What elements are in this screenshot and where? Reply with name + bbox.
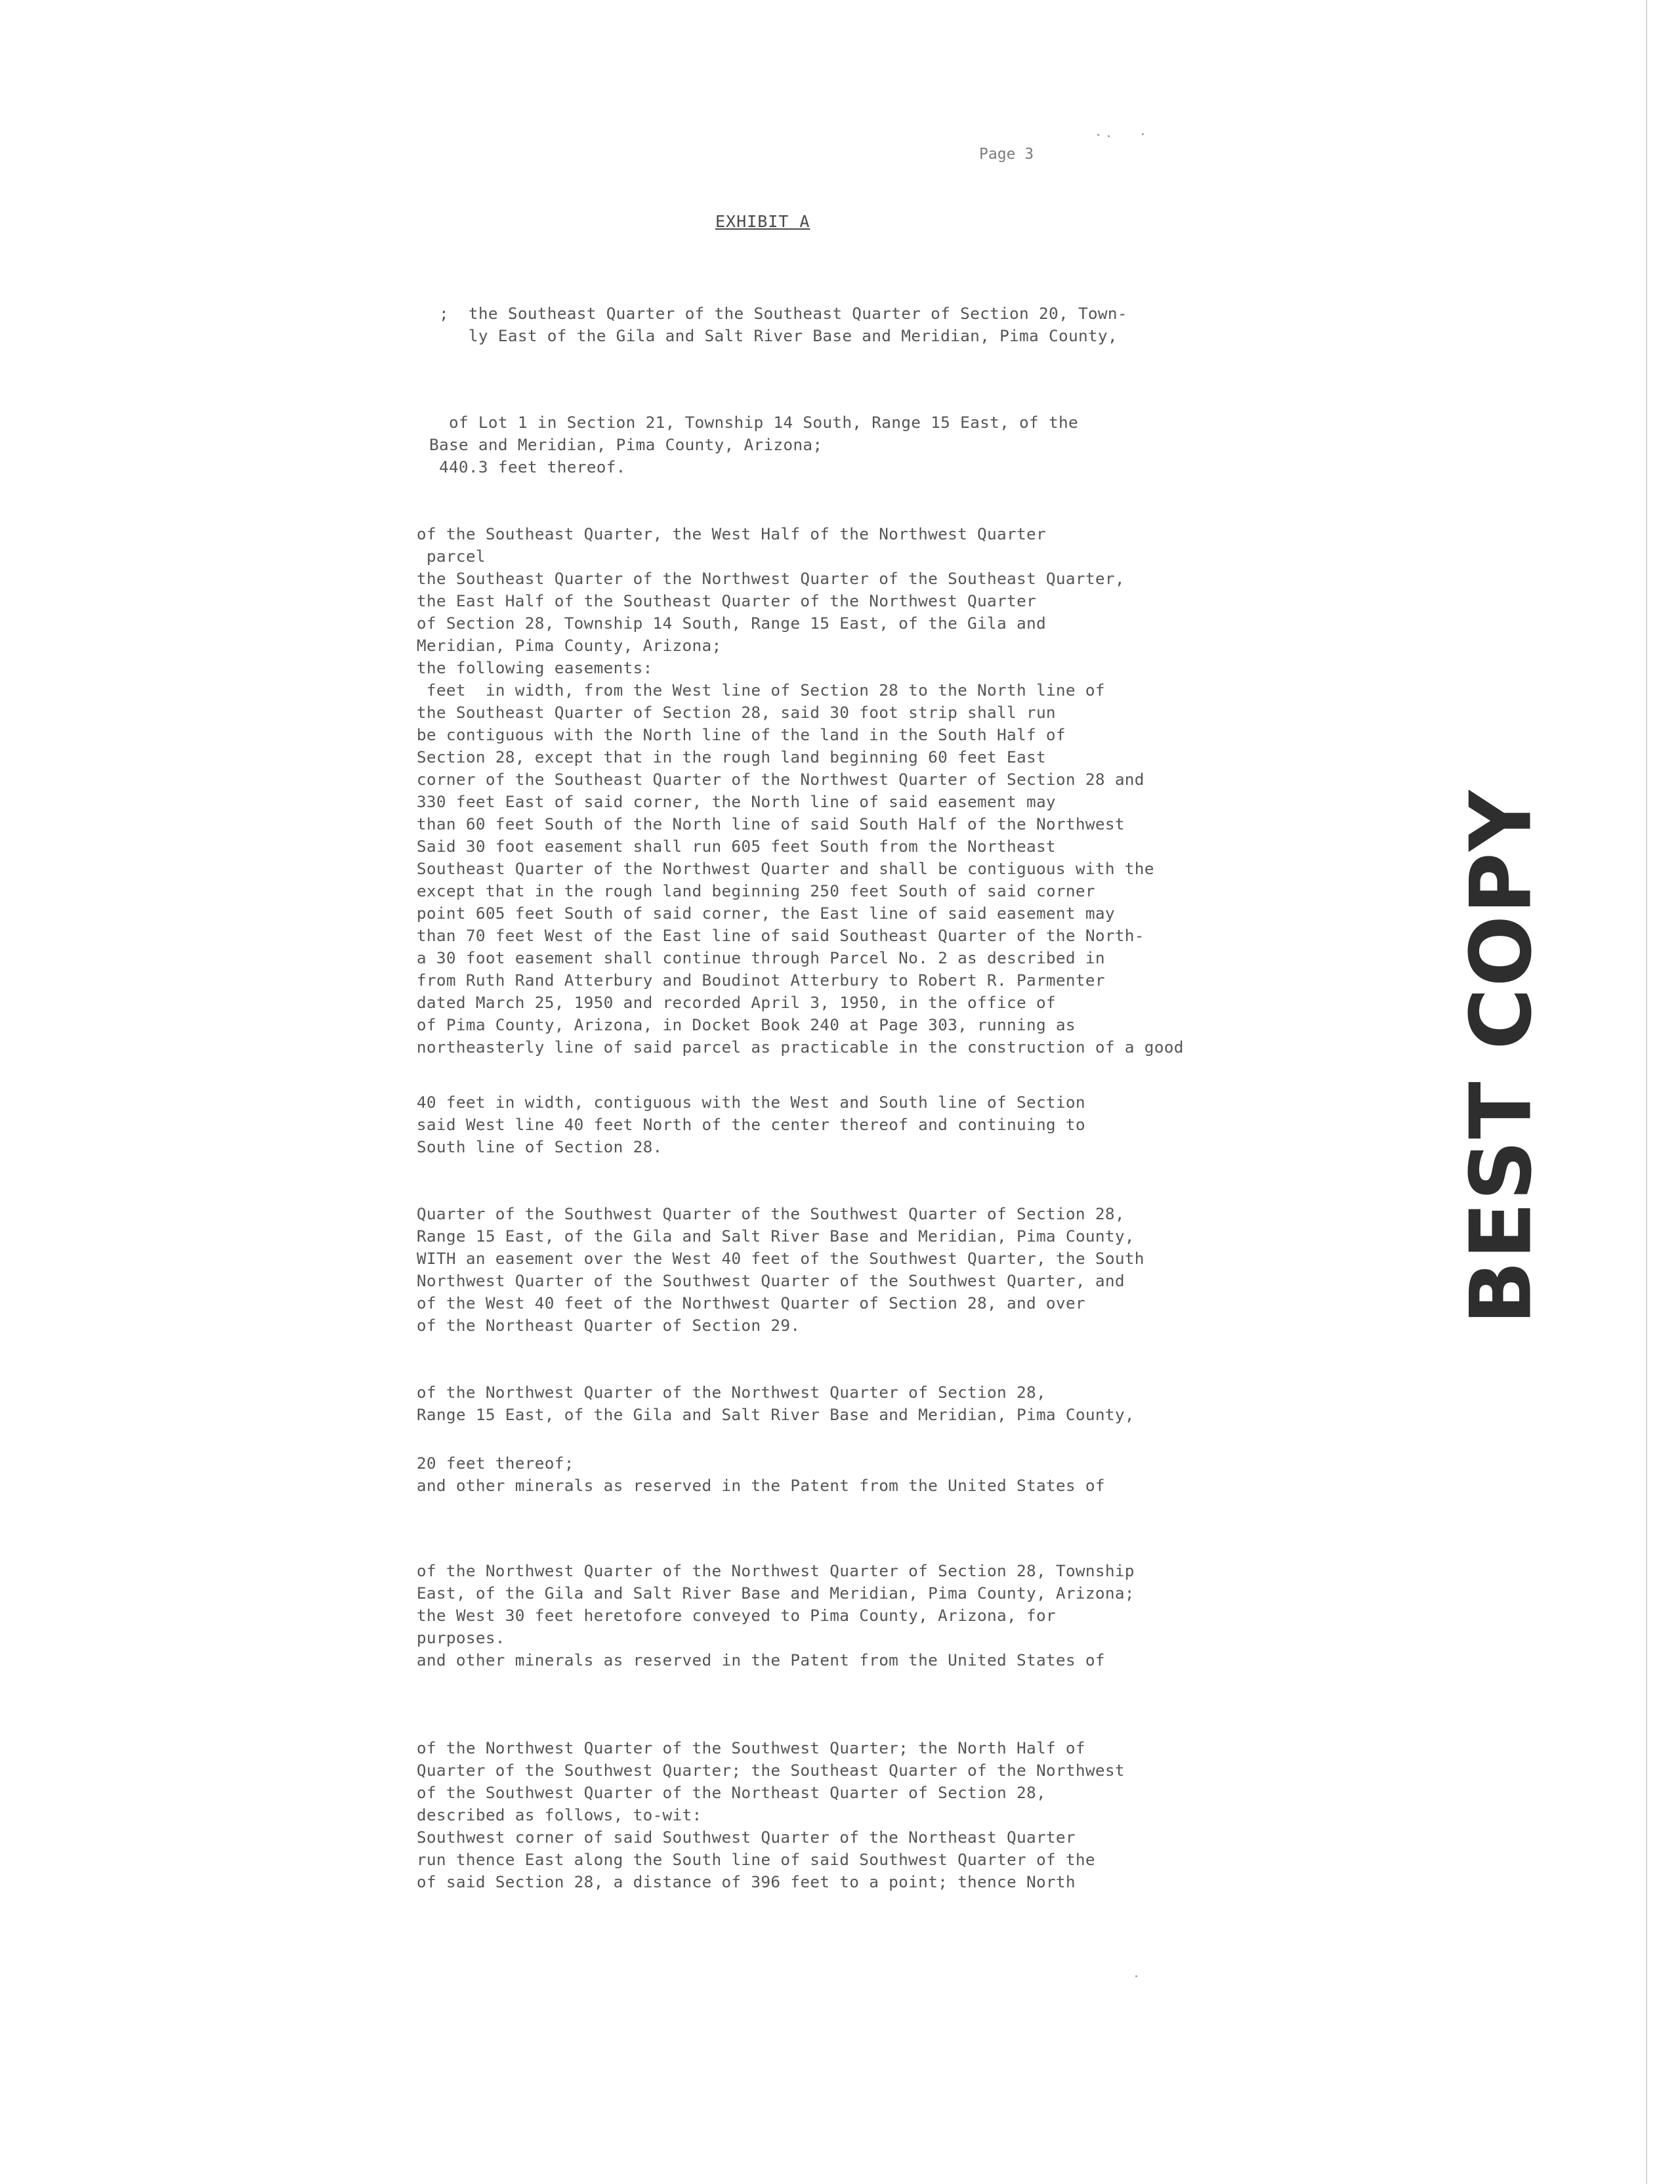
text-line: ly East of the Gila and Salt River Base and Meridian, Pima County, xyxy=(410,326,1118,345)
text-line: 440.3 feet thereof. xyxy=(410,457,626,476)
text-line: Said 30 foot easement shall run 605 feet South from the Northeast xyxy=(368,837,1056,856)
text-line: of said Section 28, a distance of 396 feet to a point; thence North xyxy=(368,1872,1076,1891)
text-line: than 60 feet South of the North line of said South Half of the Northwest xyxy=(368,814,1125,833)
text-line: Southwest corner of said Southwest Quarter of the Northeast Quarter xyxy=(368,1828,1076,1847)
text-line: of the Northwest Quarter of the Northwest Quarter of Section 28, xyxy=(368,1383,1046,1402)
text-line: parcel xyxy=(368,547,486,566)
scan-speck xyxy=(1135,1975,1137,1977)
text-line: and other minerals as reserved in the Patent from the United States of xyxy=(368,1650,1105,1670)
text-line: feet in width, from the West line of Section 28 to the North line of xyxy=(368,681,1105,700)
text-line: of the Northwest Quarter of the Southwest Quarter; the North Half of xyxy=(368,1738,1085,1757)
text-line: than 70 feet West of the East line of said Southeast Quarter of the North- xyxy=(368,926,1144,945)
text-line: point 605 feet South of said corner, the East line of said easement may xyxy=(368,904,1115,923)
text-line: the Southeast Quarter of Section 28, said 30 foot strip shall run xyxy=(368,703,1056,722)
text-line: of the Northwest Quarter of the Northwest Quarter of Section 28, Township xyxy=(368,1561,1135,1580)
text-line: Northwest Quarter of the Southwest Quarter of the Southwest Quarter, and xyxy=(368,1271,1125,1290)
text-line: said West line 40 feet North of the center thereof and continuing to xyxy=(368,1115,1085,1134)
best-copy-stamp xyxy=(1436,788,1567,1325)
text-line: Quarter of the Southwest Quarter; the Southeast Quarter of the Northwest xyxy=(368,1761,1125,1780)
text-line: 330 feet East of said corner, the North line of said easement may xyxy=(368,792,1056,811)
text-line: corner of the Southeast Quarter of the Northwest Quarter of Section 28 and xyxy=(368,770,1144,789)
text-line: of Pima County, Arizona, in Docket Book 240 at Page 303, running as xyxy=(368,1015,1076,1034)
best-copy-stamp-text: BEST COPY xyxy=(1452,788,1551,1325)
text-line: the East Half of the Southeast Quarter of the Northwest Quarter xyxy=(368,591,1036,610)
text-line: Southeast Quarter of the Northwest Quarter and shall be contiguous with the xyxy=(368,859,1154,878)
text-line: Range 15 East, of the Gila and Salt River Base and Meridian, Pima County, xyxy=(368,1227,1135,1246)
scan-edge xyxy=(1646,0,1647,2184)
text-line: be contiguous with the North line of the land in the South Half of xyxy=(368,725,1066,744)
scan-speck xyxy=(1142,133,1144,135)
scan-speck xyxy=(1108,135,1110,137)
text-line: of the Northeast Quarter of Section 29. xyxy=(368,1316,801,1335)
text-line: of the West 40 feet of the Northwest Quarter of Section 28, and over xyxy=(368,1293,1085,1312)
page-number: Page 3 xyxy=(979,146,1034,163)
text-line: Meridian, Pima County, Arizona; xyxy=(368,636,722,655)
text-line: Quarter of the Southwest Quarter of the Southwest Quarter of Section 28, xyxy=(368,1204,1125,1223)
text-line: 20 feet thereof; xyxy=(368,1454,574,1473)
text-line: WITH an easement over the West 40 feet of the Southwest Quarter, the South xyxy=(368,1249,1144,1268)
text-line: 40 feet in width, contiguous with the West and South line of Section xyxy=(368,1093,1085,1112)
text-line: the Southeast Quarter of the Northwest Quarter of the Southeast Quarter, xyxy=(368,569,1125,588)
text-line: northeasterly line of said parcel as practicable in the construction of a good xyxy=(368,1038,1184,1057)
text-line: of Section 28, Township 14 South, Range 15 East, of the Gila and xyxy=(368,614,1046,633)
text-line: South line of Section 28. xyxy=(368,1137,663,1156)
text-line: the following easements: xyxy=(368,658,653,677)
text-line: of the Southwest Quarter of the Northeast Quarter of Section 28, xyxy=(368,1783,1046,1802)
text-line: and other minerals as reserved in the Patent from the United States of xyxy=(368,1476,1105,1495)
text-line: of Lot 1 in Section 21, Township 14 South, Range 15 East, of the xyxy=(410,413,1078,432)
text-line: Range 15 East, of the Gila and Salt River Base and Meridian, Pima County, xyxy=(368,1405,1135,1424)
text-line: East, of the Gila and Salt River Base and Meridian, Pima County, Arizona; xyxy=(368,1584,1135,1603)
scan-speck xyxy=(1097,134,1099,136)
text-line: described as follows, to-wit: xyxy=(368,1805,702,1824)
text-line: ; the Southeast Quarter of the Southeast Quarter of Section 20, Town- xyxy=(410,304,1127,323)
text-line: run thence East along the South line of said Southwest Quarter of the xyxy=(368,1850,1095,1869)
text-line: of the Southeast Quarter, the West Half of the Northwest Quarter xyxy=(368,524,1046,543)
text-line: a 30 foot easement shall continue through Parcel No. 2 as described in xyxy=(368,948,1105,967)
text-line: Base and Meridian, Pima County, Arizona; xyxy=(410,435,823,454)
text-line: Section 28, except that in the rough land beginning 60 feet East xyxy=(368,747,1046,766)
text-line: the West 30 feet heretofore conveyed to Pima County, Arizona, for xyxy=(368,1606,1056,1625)
text-line: purposes. xyxy=(368,1628,505,1647)
exhibit-title: EXHIBIT A xyxy=(715,212,810,231)
text-line: from Ruth Rand Atterbury and Boudinot Atterbury to Robert R. Parmenter xyxy=(368,971,1105,990)
text-line: dated March 25, 1950 and recorded April 3, 1950, in the office of xyxy=(368,993,1056,1012)
text-line: except that in the rough land beginning 250 feet South of said corner xyxy=(368,881,1095,900)
